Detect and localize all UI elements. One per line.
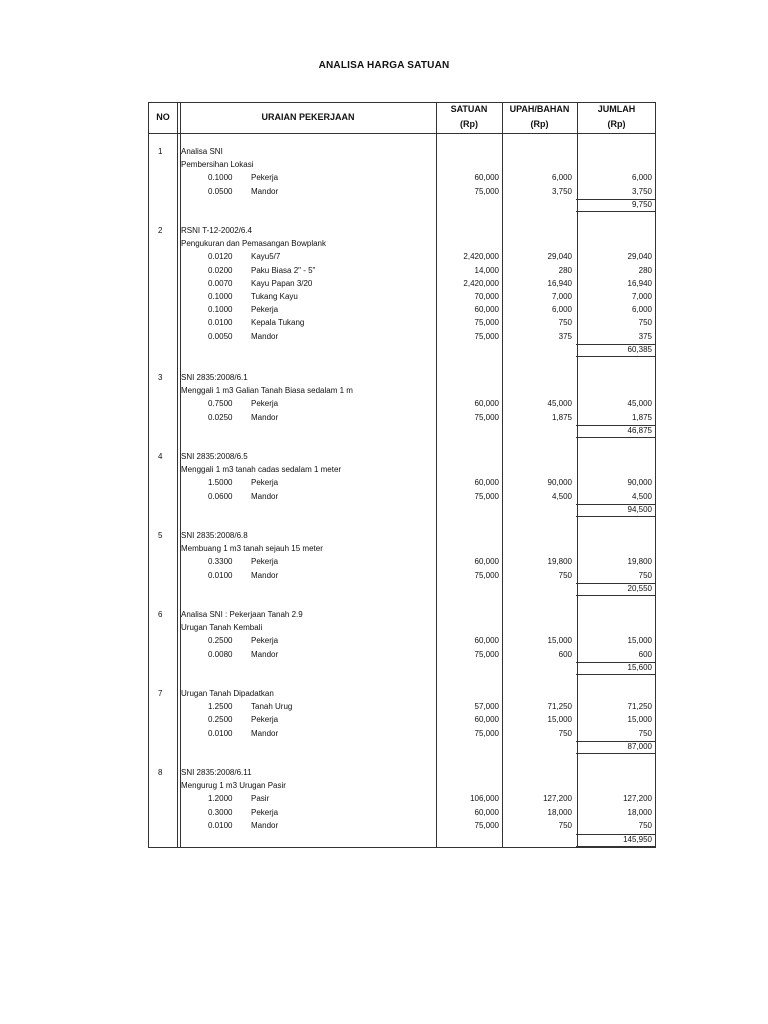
- item-coefficient: 0.2500: [208, 715, 233, 725]
- item-coefficient: 0.1000: [208, 305, 233, 315]
- section-description: Pengukuran dan Pemasangan Bowplank: [181, 239, 326, 249]
- item-upah: 750: [558, 318, 572, 328]
- item-jumlah: 45,000: [627, 399, 652, 409]
- item-name: Pekerja: [251, 399, 279, 409]
- item-coefficient: 0.1000: [208, 173, 233, 183]
- section-number: 8: [158, 768, 163, 777]
- section-description: Analisa SNI: [181, 147, 223, 156]
- item-jumlah: 18,000: [627, 807, 652, 817]
- header-satuan: SATUAN: [450, 104, 488, 114]
- item-name: Kayu Papan 3/20: [251, 278, 313, 288]
- item-name: Mandor: [251, 331, 279, 341]
- item-upah: 6,000: [551, 305, 572, 315]
- section-total: 60,385: [627, 345, 652, 355]
- header-no: NO: [156, 112, 170, 122]
- section-total: 46,875: [627, 426, 652, 436]
- item-name: Pekerja: [251, 715, 279, 725]
- item-coefficient: 1.5000: [208, 478, 233, 488]
- item-jumlah: 750: [638, 728, 652, 738]
- item-coefficient: 0.0200: [208, 265, 233, 275]
- item-upah: 7,000: [551, 292, 572, 301]
- item-coefficient: 1.2000: [208, 794, 233, 804]
- item-satuan: 75,000: [474, 412, 499, 422]
- item-satuan: 75,000: [474, 491, 499, 501]
- item-coefficient: 0.0100: [208, 820, 233, 830]
- section-number: 7: [158, 689, 163, 698]
- item-satuan: 75,000: [474, 331, 499, 341]
- section-number: 5: [158, 531, 163, 540]
- item-satuan: 106,000: [470, 794, 499, 804]
- page-title: ANALISA HARGA SATUAN: [318, 60, 450, 71]
- item-jumlah: 15,000: [627, 636, 652, 646]
- item-upah: 600: [558, 649, 572, 659]
- section-number: 4: [158, 452, 163, 461]
- item-jumlah: 4,500: [631, 491, 652, 501]
- item-jumlah: 3,750: [631, 186, 652, 196]
- item-upah: 3,750: [551, 186, 572, 196]
- item-name: Pekerja: [251, 636, 279, 646]
- item-jumlah: 127,200: [623, 794, 652, 804]
- item-name: Pekerja: [251, 557, 279, 567]
- item-name: Pekerja: [251, 305, 279, 315]
- item-coefficient: 1.2500: [208, 702, 233, 712]
- section-description: Urugan Tanah Dipadatkan: [181, 689, 274, 698]
- item-upah: 16,940: [547, 278, 572, 288]
- section-description: SNI 2835:2008/6.8: [181, 531, 248, 540]
- item-jumlah: 71,250: [627, 702, 652, 712]
- item-jumlah: 15,000: [627, 715, 652, 725]
- item-satuan: 60,000: [474, 173, 499, 183]
- item-satuan: 75,000: [474, 318, 499, 328]
- item-satuan: 60,000: [474, 715, 499, 725]
- item-name: Kepala Tukang: [251, 318, 305, 328]
- item-jumlah: 375: [638, 331, 652, 341]
- section-description: RSNI T-12-2002/6.4: [181, 226, 253, 235]
- item-coefficient: 0.0100: [208, 318, 233, 328]
- item-upah: 127,200: [543, 794, 572, 804]
- item-upah: 18,000: [547, 807, 572, 817]
- item-satuan: 60,000: [474, 557, 499, 567]
- header-jumlah-rp: (Rp): [607, 119, 626, 129]
- col-divider: [177, 103, 178, 847]
- item-satuan: 75,000: [474, 186, 499, 196]
- item-name: Pekerja: [251, 173, 279, 183]
- section-total: 20,550: [627, 584, 652, 594]
- section-number: 2: [158, 226, 163, 235]
- item-jumlah: 1,875: [631, 412, 652, 422]
- header-upah-rp: (Rp): [530, 119, 549, 129]
- item-name: Mandor: [251, 820, 279, 830]
- item-name: Mandor: [251, 186, 279, 196]
- item-name: Kayu5/7: [251, 252, 281, 262]
- header-satuan-rp: (Rp): [460, 119, 478, 129]
- item-coefficient: 0.0070: [208, 278, 233, 288]
- item-jumlah: 6,000: [631, 305, 652, 315]
- item-name: Mandor: [251, 728, 279, 738]
- item-coefficient: 0.0600: [208, 491, 233, 501]
- section-total: 15,600: [627, 663, 652, 673]
- header-upah: UPAH/BAHAN: [509, 104, 570, 114]
- section-description: Urugan Tanah Kembali: [181, 623, 263, 633]
- item-upah: 15,000: [547, 715, 572, 725]
- section-total: 9,750: [631, 200, 652, 210]
- item-coefficient: 0.3300: [208, 557, 233, 567]
- item-coefficient: 0.0500: [208, 186, 233, 196]
- item-satuan: 60,000: [474, 305, 499, 315]
- item-upah: 1,875: [551, 412, 572, 422]
- item-jumlah: 750: [638, 318, 652, 328]
- section-description: Menggali 1 m3 Galian Tanah Biasa sedalam 1 m: [181, 386, 353, 396]
- item-jumlah: 280: [638, 265, 652, 275]
- section-description: Mengurug 1 m3 Urugan Pasir: [181, 781, 286, 791]
- item-satuan: 70,000: [474, 292, 499, 301]
- item-jumlah: 600: [638, 649, 652, 659]
- item-coefficient: 0.0100: [208, 570, 233, 580]
- item-coefficient: 0.7500: [208, 399, 233, 409]
- item-satuan: 75,000: [474, 649, 499, 659]
- item-jumlah: 750: [638, 570, 652, 580]
- section-description: SNI 2835:2008/6.11: [181, 768, 252, 777]
- item-upah: 90,000: [547, 478, 572, 488]
- item-name: Mandor: [251, 570, 279, 580]
- item-satuan: 60,000: [474, 807, 499, 817]
- item-name: Mandor: [251, 412, 279, 422]
- item-upah: 750: [558, 820, 572, 830]
- item-jumlah: 7,000: [631, 292, 652, 301]
- section-description: Menggali 1 m3 tanah cadas sedalam 1 meter: [181, 465, 342, 475]
- item-name: Pasir: [251, 794, 270, 804]
- item-satuan: 2,420,000: [463, 278, 499, 288]
- section-number: 3: [158, 373, 163, 382]
- item-name: Paku Biasa 2" - 5": [251, 265, 316, 275]
- section-description: SNI 2835:2008/6.5: [181, 452, 248, 461]
- item-coefficient: 0.0080: [208, 649, 233, 659]
- section-description: Analisa SNI : Pekerjaan Tanah 2.9: [181, 610, 303, 619]
- item-upah: 6,000: [551, 173, 572, 183]
- item-satuan: 2,420,000: [463, 252, 499, 262]
- section-description: Membuang 1 m3 tanah sejauh 15 meter: [181, 544, 323, 554]
- item-name: Mandor: [251, 649, 279, 659]
- section-description: SNI 2835:2008/6.1: [181, 373, 248, 382]
- item-upah: 19,800: [547, 557, 572, 567]
- item-name: Mandor: [251, 491, 279, 501]
- item-upah: 750: [558, 728, 572, 738]
- item-coefficient: 0.0050: [208, 331, 233, 341]
- section-number: 6: [158, 610, 163, 619]
- item-coefficient: 0.3000: [208, 807, 233, 817]
- item-upah: 15,000: [547, 636, 572, 646]
- item-jumlah: 29,040: [627, 252, 652, 262]
- item-satuan: 60,000: [474, 399, 499, 409]
- item-upah: 280: [558, 265, 572, 275]
- item-name: Tukang Kayu: [251, 292, 298, 301]
- item-satuan: 60,000: [474, 636, 499, 646]
- item-name: Tanah Urug: [251, 702, 293, 712]
- item-satuan: 57,000: [474, 702, 499, 712]
- item-coefficient: 0.0250: [208, 412, 233, 422]
- item-coefficient: 0.0120: [208, 252, 233, 262]
- item-name: Pekerja: [251, 478, 279, 488]
- item-name: Pekerja: [251, 807, 279, 817]
- item-satuan: 14,000: [474, 265, 499, 275]
- section-description: Pembersihan Lokasi: [181, 160, 254, 170]
- item-satuan: 75,000: [474, 728, 499, 738]
- item-upah: 750: [558, 570, 572, 580]
- item-upah: 45,000: [547, 399, 572, 409]
- item-upah: 71,250: [547, 702, 572, 712]
- section-total: 145,950: [623, 834, 652, 844]
- item-satuan: 75,000: [474, 820, 499, 830]
- item-jumlah: 90,000: [627, 478, 652, 488]
- item-jumlah: 16,940: [627, 278, 652, 288]
- item-satuan: 60,000: [474, 478, 499, 488]
- item-coefficient: 0.1000: [208, 292, 233, 301]
- section-total: 94,500: [627, 505, 652, 515]
- header-jumlah: JUMLAH: [597, 104, 636, 114]
- item-upah: 29,040: [547, 252, 572, 262]
- section-total: 87,000: [627, 742, 652, 752]
- header-uraian: URAIAN PEKERJAAN: [261, 112, 355, 122]
- item-coefficient: 0.0100: [208, 728, 233, 738]
- header-divider: [149, 133, 655, 134]
- item-upah: 4,500: [551, 491, 572, 501]
- item-jumlah: 750: [638, 820, 652, 830]
- item-jumlah: 19,800: [627, 557, 652, 567]
- section-number: 1: [158, 147, 163, 156]
- item-coefficient: 0.2500: [208, 636, 233, 646]
- item-satuan: 75,000: [474, 570, 499, 580]
- item-upah: 375: [558, 331, 572, 341]
- item-jumlah: 6,000: [631, 173, 652, 183]
